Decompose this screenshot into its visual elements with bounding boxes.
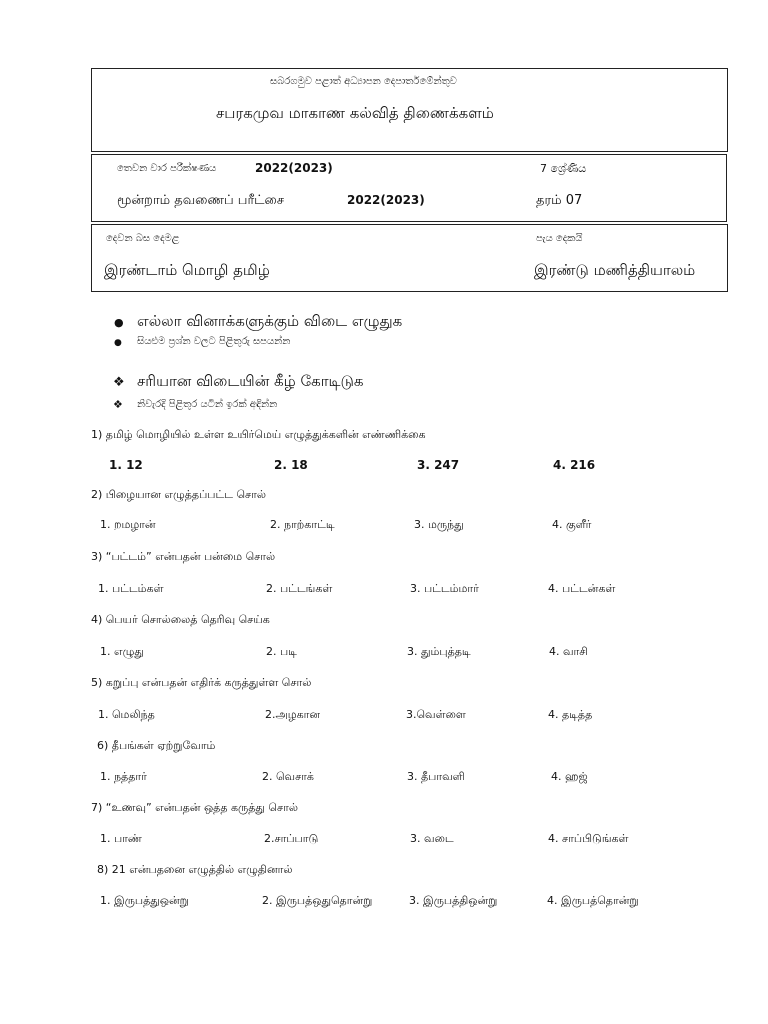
subject-sinhala: දෙවන බස දෙමළ — [106, 233, 180, 244]
question-8: 8) 21 என்பதனை எழுத்தில் எழுதினால் — [97, 863, 293, 876]
q2-option-1: 1. றமழான் — [100, 518, 156, 531]
term-tamil: மூன்றாம் தவணைப் பரீட்சை — [117, 193, 285, 208]
diamond-bullet-icon: ❖ — [113, 398, 123, 411]
q1-option-2: 2. 18 — [274, 458, 308, 472]
year-sinhala: 2022(2023) — [255, 161, 333, 175]
q6-option-3: 3. தீபாவளி — [407, 770, 465, 783]
q4-option-1: 1. எழுது — [100, 645, 144, 658]
q8-option-4: 4. இருபத்தொன்று — [547, 894, 639, 907]
q4-option-2: 2. படி — [266, 645, 297, 658]
q6-option-4: 4. ஹஜ் — [551, 770, 588, 783]
grade-sinhala: 7 ශ්‍රේණිය — [540, 162, 587, 175]
q7-option-1: 1. பாண் — [100, 832, 142, 845]
q8-option-2: 2. இருபத்ஒதுதொன்று — [262, 894, 373, 907]
department-sinhala: සබරගමුව පළාත් අධ්‍යාපන දෙපාර්තමේන්තුව — [270, 76, 457, 87]
q3-option-4: 4. பட்டன்கள் — [548, 582, 616, 595]
question-6: 6) தீபங்கள் ஏற்றுவோம் — [97, 739, 216, 752]
q8-option-3: 3. இருபத்திஒன்று — [409, 894, 498, 907]
q7-option-3: 3. வடை — [410, 832, 454, 845]
q2-option-3: 3. மருந்து — [414, 518, 464, 531]
instruction-underline-sinhala: නිවැරදි පිළිතුර යටින් ඉරක් අඳින්න — [137, 399, 278, 410]
q5-option-3: 3.வெள்ளை — [406, 708, 466, 721]
q7-option-2: 2.சாப்பாடு — [264, 832, 319, 845]
time-tamil: இரண்டு மணித்தியாலம் — [534, 261, 696, 279]
instruction-answer-all-sinhala: සියළුම ප්‍රශ්න වලට පිළිතුරු සපයන්න — [137, 336, 291, 347]
q2-option-4: 4. குளீர் — [552, 518, 592, 531]
q1-option-1: 1. 12 — [109, 458, 143, 472]
question-2: 2) பிழையான எழுத்தப்பட்ட சொல் — [91, 488, 266, 501]
grade-tamil: தரம் 07 — [536, 193, 583, 208]
q8-option-1: 1. இருபத்துஒன்று — [100, 894, 189, 907]
q4-option-4: 4. வாசி — [549, 645, 588, 658]
term-sinhala: තෙවන වාර පරීක්ෂණය — [117, 163, 217, 174]
bullet-icon: ● — [114, 338, 122, 348]
question-4: 4) பெயர் சொல்லைத் தெரிவு செய்க — [91, 613, 270, 626]
time-sinhala: පැය දෙකයි — [536, 233, 583, 244]
q6-option-1: 1. நத்தார் — [100, 770, 147, 783]
q5-option-2: 2.அழகான — [265, 708, 321, 721]
q3-option-3: 3. பட்டம்மார் — [410, 582, 479, 595]
q5-option-4: 4. தடித்த — [548, 708, 593, 721]
q4-option-3: 3. தும்புத்தடி — [407, 645, 471, 658]
q5-option-1: 1. மெலிந்த — [98, 708, 155, 721]
q1-option-3: 3. 247 — [417, 458, 460, 472]
instruction-underline-tamil: சரியான விடையின் கீழ் கோடிடுக — [137, 372, 364, 390]
q6-option-2: 2. வெசாக் — [262, 770, 314, 783]
diamond-bullet-icon: ❖ — [113, 375, 125, 390]
year-tamil: 2022(2023) — [347, 193, 425, 207]
question-3: 3) “பட்டம்” என்பதன் பன்மை சொல் — [91, 550, 276, 563]
instruction-answer-all-tamil: எல்லா வினாக்களுக்கும் விடை எழுதுக — [137, 312, 403, 330]
q7-option-4: 4. சாப்பிடுங்கள் — [548, 832, 629, 845]
subject-box — [91, 224, 728, 292]
q1-option-4: 4. 216 — [553, 458, 596, 472]
question-7: 7) “உணவு” என்பதன் ஒத்த கருத்து சொல் — [91, 801, 298, 814]
q3-option-1: 1. பட்டம்கள் — [98, 582, 164, 595]
question-1: 1) தமிழ் மொழியில் உள்ள உயிர்மெய் எழுத்துக்களின் எண்ணிக்கை — [91, 428, 426, 441]
question-5: 5) கறுப்பு என்பதன் எதிர்க் கருத்துள்ள சொல் — [91, 676, 312, 689]
bullet-icon: ● — [114, 316, 124, 329]
q3-option-2: 2. பட்டங்கள் — [266, 582, 333, 595]
subject-tamil: இரண்டாம் மொழி தமிழ் — [104, 261, 270, 279]
department-tamil: சபரகமுவ மாகாண கல்வித் திணைக்களம் — [216, 104, 494, 122]
q2-option-2: 2. நாற்காட்டி — [270, 518, 335, 531]
